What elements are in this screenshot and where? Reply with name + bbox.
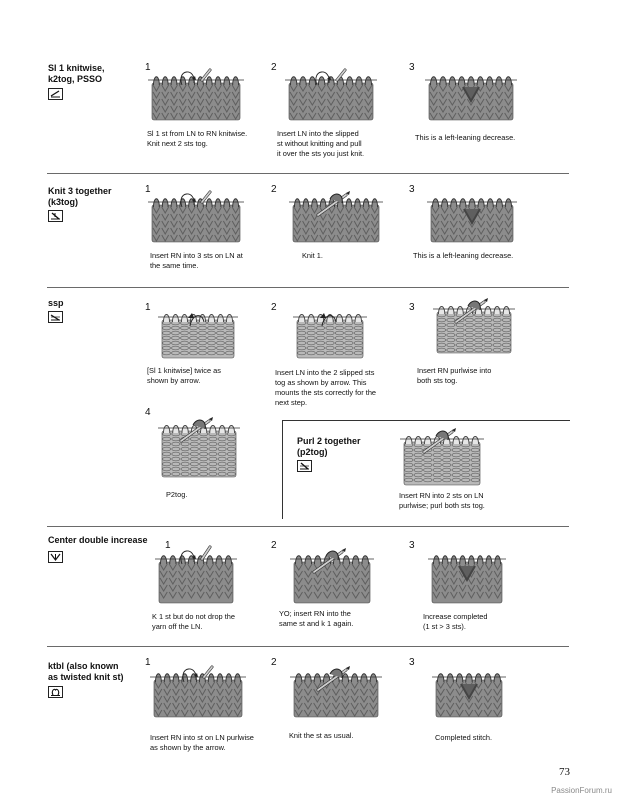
section-divider	[47, 646, 569, 647]
knit-swatch-illustration	[155, 545, 237, 605]
step-number: 1	[145, 657, 151, 668]
ssp-symbol-icon	[48, 311, 63, 323]
right-lean-decrease-symbol-icon	[48, 210, 63, 222]
knit-swatch-illustration	[289, 190, 383, 244]
purl-swatch-illustration	[293, 305, 367, 360]
page-number: 73	[559, 766, 570, 778]
left-lean-decrease-symbol-icon	[48, 88, 63, 100]
step-number: 3	[409, 657, 415, 668]
knit-swatch-illustration	[290, 665, 382, 719]
section-title: Purl 2 together (p2tog)	[297, 436, 361, 457]
step-caption: This is a left-leaning decrease.	[415, 133, 516, 142]
section-title: ssp	[48, 298, 64, 308]
step-caption: Insert RN purlwise into both sts tog.	[417, 366, 492, 385]
section-title: Knit 3 together (k3tog)	[48, 186, 112, 207]
section-title: Center double increase	[48, 535, 148, 545]
step-number: 3	[409, 184, 415, 195]
knit-swatch-illustration	[425, 68, 517, 122]
step-number: 3	[409, 62, 415, 73]
knit-swatch-illustration	[285, 68, 377, 122]
p2tog-symbol-icon	[297, 460, 312, 472]
purl-swatch-illustration	[158, 413, 240, 479]
step-number: 2	[271, 62, 277, 73]
knit-swatch-illustration	[427, 190, 517, 244]
step-number: 3	[409, 302, 415, 313]
watermark: PassionForum.ru	[551, 786, 612, 795]
step-number: 2	[271, 184, 277, 195]
knit-swatch-illustration	[432, 665, 506, 719]
step-number: 2	[271, 540, 277, 551]
section-title: Sl 1 knitwise, k2tog, PSSO	[48, 63, 105, 84]
step-caption: This is a left-leaning decrease.	[413, 251, 514, 260]
section-divider	[47, 173, 569, 174]
step-caption: Sl 1 st from LN to RN knitwise. Knit next 2 sts tog.	[147, 129, 248, 148]
step-caption: Completed stitch.	[435, 733, 493, 742]
step-caption: Insert RN into 2 sts on LN purlwise; purl both sts tog.	[399, 491, 485, 510]
step-number: 1	[145, 62, 151, 73]
center-double-increase-symbol-icon	[48, 551, 63, 563]
knit-swatch-illustration	[428, 545, 506, 605]
knit-swatch-illustration	[148, 190, 244, 244]
step-number: 1	[145, 302, 151, 313]
step-caption: K 1 st but do not drop the yarn off the LN.	[152, 612, 235, 631]
purl-swatch-illustration	[158, 305, 238, 360]
twisted-knit-symbol-icon	[48, 686, 63, 698]
step-caption: Knit 1.	[302, 251, 323, 260]
step-number: 1	[165, 540, 171, 551]
knit-swatch-illustration	[290, 545, 374, 605]
step-caption: P2tog.	[166, 490, 188, 499]
step-caption: Insert LN into the slipped st without knitting and pull it over the sts you just knit.	[277, 129, 365, 158]
step-caption: Insert RN into st on LN purlwise as shown by the arrow.	[150, 733, 254, 752]
step-caption: Knit the st as usual.	[289, 731, 354, 740]
step-caption: YO; insert RN into the same st and k 1 again.	[279, 609, 354, 628]
step-number: 3	[409, 540, 415, 551]
step-caption: [Sl 1 knitwise] twice as shown by arrow.	[147, 366, 221, 385]
step-number: 2	[271, 302, 277, 313]
step-number: 1	[145, 184, 151, 195]
section-title: ktbl (also known as twisted knit st)	[48, 661, 124, 682]
step-number: 2	[271, 657, 277, 668]
section-divider	[47, 287, 569, 288]
purl-swatch-illustration	[433, 295, 515, 355]
knit-swatch-illustration	[150, 665, 246, 719]
step-number: 4	[145, 407, 151, 418]
section-divider	[47, 526, 569, 527]
purl-swatch-illustration	[400, 425, 484, 487]
step-caption: Increase completed (1 st > 3 sts).	[423, 612, 488, 631]
step-caption: Insert RN into 3 sts on LN at the same time.	[150, 251, 243, 270]
step-caption: Insert LN into the 2 slipped sts tog as shown by arrow. This mounts the sts correctly for the next step.	[275, 368, 377, 407]
knit-swatch-illustration	[148, 68, 244, 122]
